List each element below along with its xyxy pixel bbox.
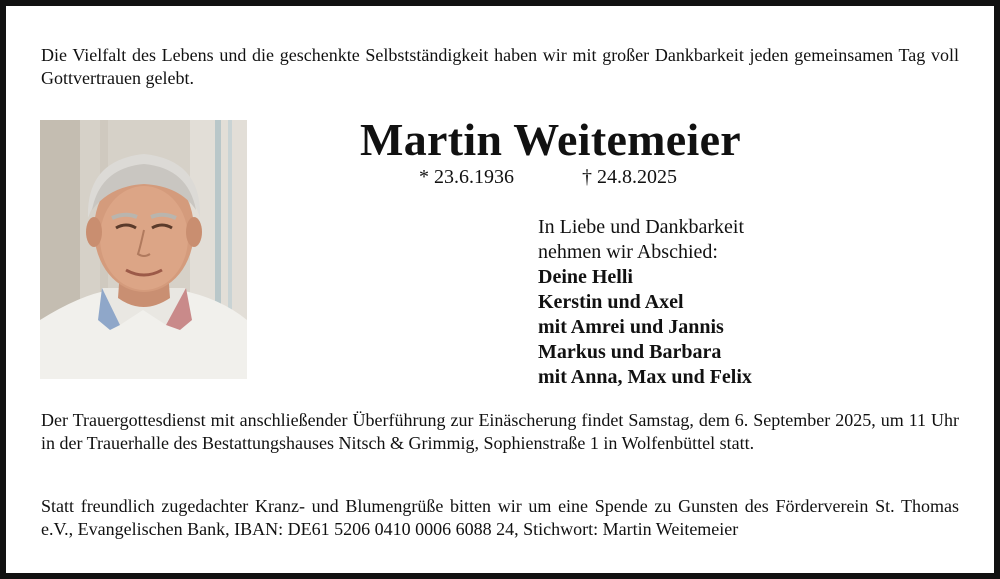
- death-date: † 24.8.2025: [582, 166, 677, 188]
- mourner-name: Kerstin und Axel: [538, 291, 684, 313]
- portrait-photo: [40, 120, 247, 379]
- intro-text: Die Vielfalt des Lebens und die geschenkte Selbstständigkeit haben wir mit großer Dankbarkeit jeden gemeinsamen Tag voll Gottvertrauen gelebt.: [41, 45, 959, 88]
- service-text: Der Trauergottesdienst mit anschließender Überführung zur Einäscherung findet Samstag, dem 6. September 2025, um 11 Uhr in der Trauerhalle des Bestattungshauses Nitsch & Grimmig, Sophienstraße 1 in Wolfenbüttel statt.: [41, 410, 959, 453]
- mourner-name: mit Anna, Max und Felix: [538, 366, 752, 388]
- mourner-name: Deine Helli: [538, 266, 633, 288]
- mourners-intro-line: In Liebe und Dankbarkeit: [538, 216, 745, 238]
- donation-text: Statt freundlich zugedachter Kranz- und Blumengrüße bitten wir um eine Spende zu Gunsten des Förderverein St. Thomas e.V., Evangelischen Bank, IBAN: DE61 5206 0410 0006 6088 24, Stichwort: Martin Weitemeier: [41, 496, 959, 539]
- mourners-intro-line: nehmen wir Abschied:: [538, 241, 718, 263]
- birth-date: * 23.6.1936: [419, 166, 514, 188]
- deceased-name: Martin Weitemeier: [360, 114, 742, 165]
- mourner-name: mit Amrei und Jannis: [538, 316, 724, 338]
- mourner-name: Markus und Barbara: [538, 341, 722, 363]
- mourners-block: [538, 215, 752, 390]
